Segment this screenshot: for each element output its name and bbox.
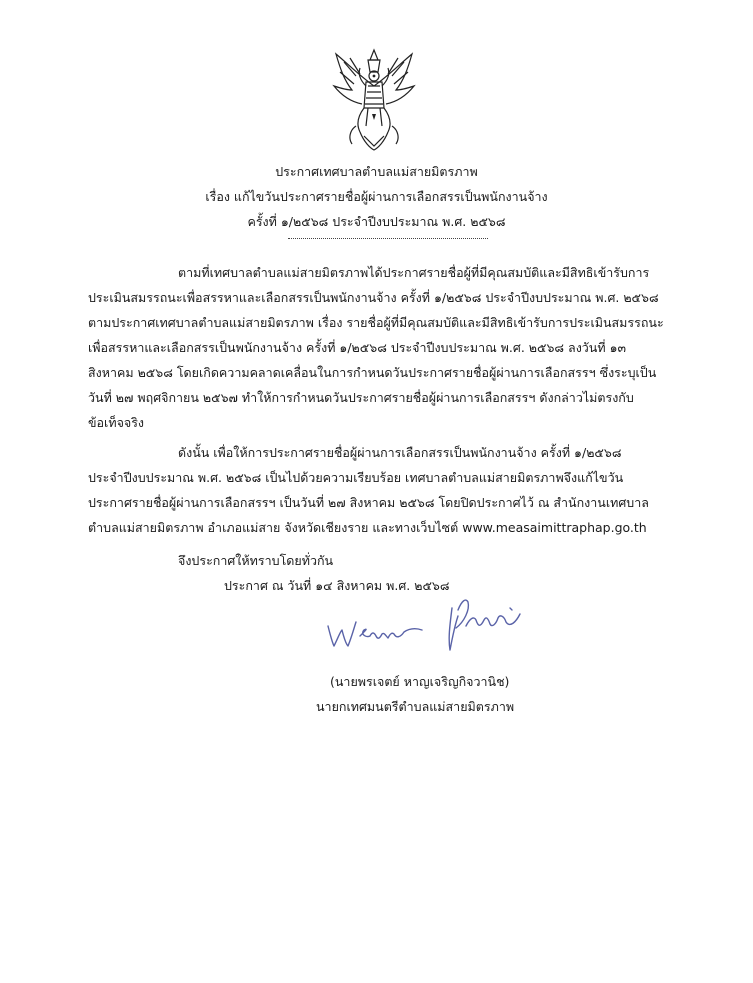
announcement-subject: เรื่อง แก้ไขวันประกาศรายชื่อผู้ผ่านการเลือกสรรเป็นพนักงานจ้าง xyxy=(205,189,548,204)
paragraph-1-line-2: ประเมินสมรรถนะเพื่อสรรหาและเลือกสรรเป็นพนักงานจ้าง ครั้งที่ ๑/๒๕๖๘ ประจำปีงบประมาณ พ.ศ. ๒๕๖๘ xyxy=(88,290,659,305)
garuda-emblem-icon xyxy=(330,46,418,154)
paragraph-2-line-3: ประกาศรายชื่อผู้ผ่านการเลือกสรรฯ เป็นวันที่ ๒๗ สิงหาคม ๒๕๖๘ โดยปิดประกาศไว้ ณ สำนักงานเทศบาล xyxy=(88,495,649,510)
paragraph-1-line-7: ข้อเท็จจริง xyxy=(88,415,145,430)
signature-image xyxy=(320,588,540,658)
paragraph-1-line-4: เพื่อสรรหาและเลือกสรรเป็นพนักงานจ้าง ครั้งที่ ๑/๒๕๖๘ ประจำปีงบประมาณ พ.ศ. ๒๕๖๘ ลงวันที่ ๑๓ xyxy=(88,340,627,355)
announcement-date: ประกาศ ณ วันที่ ๑๔ สิงหาคม พ.ศ. ๒๕๖๘ xyxy=(224,578,450,593)
announcement-round: ครั้งที่ ๑/๒๕๖๘ ประจำปีงบประมาณ พ.ศ. ๒๕๖๘ xyxy=(247,214,506,229)
paragraph-1-line-6: วันที่ ๒๗ พฤศจิกายน ๒๕๖๗ ทำให้การกำหนดวันประกาศรายชื่อผู้ผ่านการเลือกสรรฯ ดังกล่าวไม่ตรงกับ xyxy=(88,390,634,405)
closing-statement: จึงประกาศให้ทราบโดยทั่วกัน xyxy=(178,553,334,568)
paragraph-2-line-4: ตำบลแม่สายมิตรภาพ อำเภอแม่สาย จังหวัดเชียงราย และทางเว็บไซต์ www.measaimittraphap.go.th xyxy=(88,520,647,535)
paragraph-1-line-5: สิงหาคม ๒๕๖๘ โดยเกิดความคลาดเคลื่อนในการกำหนดวันประกาศรายชื่อผู้ผ่านการเลือกสรรฯ ซึ่งระบุเป็น xyxy=(88,365,657,380)
announcement-title: ประกาศเทศบาลตำบลแม่สายมิตรภาพ xyxy=(275,164,478,179)
paragraph-1-line-3: ตามประกาศเทศบาลตำบลแม่สายมิตรภาพ เรื่อง รายชื่อผู้ที่มีคุณสมบัติและมีสิทธิเข้ารับการประเมินสมรรถนะ xyxy=(88,315,664,330)
signatory-title: นายกเทศมนตรีตำบลแม่สายมิตรภาพ xyxy=(316,699,515,714)
paragraph-2-line-1: ดังนั้น เพื่อให้การประกาศรายชื่อผู้ผ่านการเลือกสรรเป็นพนักงานจ้าง ครั้งที่ ๑/๒๕๖๘ xyxy=(178,445,622,460)
signatory-name: (นายพรเจตย์ หาญเจริญกิจวานิช) xyxy=(330,674,510,689)
dotted-separator xyxy=(288,238,488,239)
paragraph-2-line-2: ประจำปีงบประมาณ พ.ศ. ๒๕๖๘ เป็นไปด้วยความเรียบร้อย เทศบาลตำบลแม่สายมิตรภาพจึงแก้ไขวัน xyxy=(88,470,624,485)
paragraph-1-line-1: ตามที่เทศบาลตำบลแม่สายมิตรภาพได้ประกาศรายชื่อผู้ที่มีคุณสมบัติและมีสิทธิเข้ารับการ xyxy=(178,265,650,280)
